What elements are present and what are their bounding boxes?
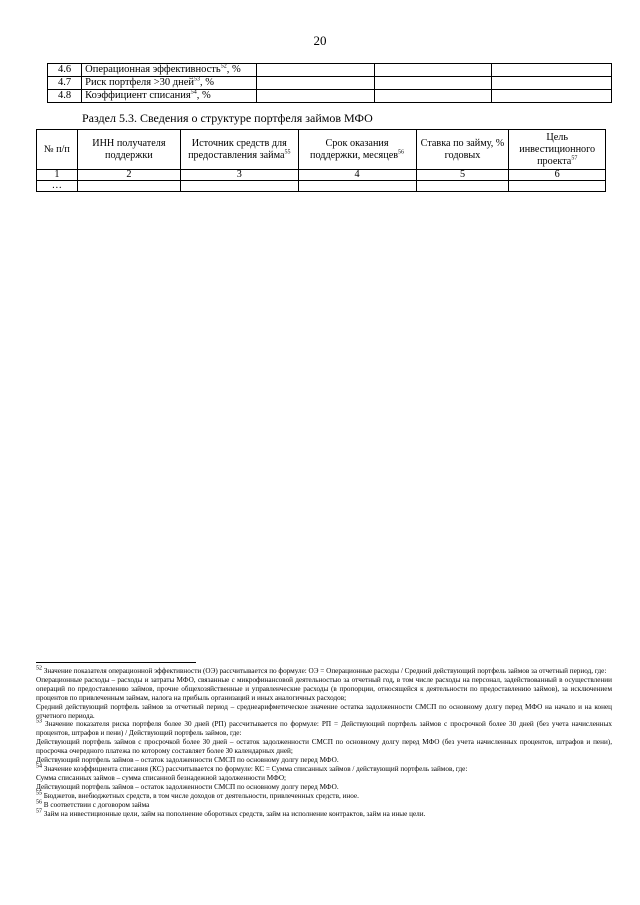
empty-cell [509,181,606,192]
column-numbering-row [37,170,606,181]
column-header [77,130,180,170]
footnote [36,801,612,810]
footnote-text: Значение коэффициента списания (КС) рассчитывается по формуле: КС = Сумма списанных займов / действующий портфель займов, где: [43,764,468,773]
footnote [36,720,612,738]
indicator-number: 4.6 [48,64,82,77]
footnote [36,756,612,765]
footnote-ref: 57 [571,155,578,162]
footnote-number: 55 [36,790,42,797]
column-number: 3 [181,170,298,181]
footnote-number: 57 [36,808,42,815]
footnote-text: Действующий портфель займов – остаток задолженности СМСП по основному долгу перед МФО. [36,756,339,765]
indicators-table [47,63,612,103]
footnote [36,676,612,703]
column-number: 4 [298,170,416,181]
indicator-row [48,64,612,77]
page-number: 20 [313,33,327,48]
indicator-value-cell [374,90,491,103]
indicator-value-cell [492,77,612,90]
footnote-separator [36,662,196,663]
column-header [416,130,509,170]
indicator-number: 4.8 [48,90,82,103]
column-header-text: Срок оказания поддержки, месяцев [310,137,399,161]
footnote [36,703,612,721]
footnote [36,792,612,801]
column-number: 6 [509,170,606,181]
column-number: 2 [77,170,180,181]
indicator-unit: , % [200,77,214,88]
column-number: 5 [416,170,509,181]
footnote-text: Значение показателя риска портфеля более 30 дней (РП) рассчитывается по формуле: РП = Действующий портфель займов с просрочкой более 30 дней (без учета начисленных процентов, штрафов и пени) / Действующий портфель займов, где: [36,720,612,738]
footnote-number: 56 [36,799,42,806]
footnote-ref: 55 [284,149,291,156]
column-header-text: № п/п [43,143,70,155]
column-header-text: ИНН получателя поддержки [92,137,166,161]
footnote-text: В соответствии с договором займа [43,800,150,809]
footnote [36,765,612,774]
footnote-text: Бюджетов, внебюджетных средств, в том числе доходов от деятельности, привлеченных средств, иное. [43,791,359,800]
empty-cell [77,181,180,192]
indicator-value-cell [257,90,374,103]
footnote-ref: 54 [190,89,197,96]
footnote-number: 52 [36,665,42,672]
indicator-name [82,77,257,90]
indicator-value-cell [374,77,491,90]
footnote-number: 53 [36,719,42,726]
indicator-name-text: Риск портфеля >30 дней [85,77,194,88]
footnote-text: Операционные расходы – расходы и затраты МФО, связанные с микрофинансовой деятельностью за отчетный год, в том числе расходы на персонал, задействованный в осуществлении операций по предоставлению займов, прочие общехозяйственные и управленческие расходы (в пропорции, относящейся к деятельности по предоставлению займов), за исключением процентов по привлеченным займам, налога на прибыль организаций и иных аналогичных расходов; [36,675,612,702]
empty-cell [181,181,298,192]
section-heading: Раздел 5.3. Сведения о структуре портфеля займов МФО [82,111,373,125]
indicator-unit: , % [226,64,241,75]
indicator-value-cell [257,64,374,77]
footnote-text: Сумма списанных займов – сумма списанной безнадежной задолженности МФО; [36,773,287,782]
footnote [36,738,612,756]
indicator-name-text: Операционная эффективность [85,64,221,75]
continuation-row [37,181,606,192]
column-header [37,130,78,170]
indicator-name [82,90,257,103]
footnote-ref: 53 [194,76,200,83]
footnote-text: Средний действующий портфель займов за отчетный период – среднеарифметическое значение остатка задолженности СМСП по основному долгу перед МФО на начало и на конец отчетного периода. [36,702,612,720]
column-header-text: Ставка по займу, % годовых [420,137,505,161]
column-header [298,130,416,170]
indicator-row [48,90,612,103]
footnote-ref: 56 [398,149,405,156]
footnote [36,810,612,819]
footnote-text: Займ на инвестиционные цели, займ на пополнение оборотных средств, займ на исполнение контрактов, займ на иные цели. [43,809,426,818]
indicator-value-cell [374,64,491,77]
continuation-mark: … [37,181,78,192]
footnote [36,783,612,792]
indicator-unit: , % [196,90,211,101]
footnotes [36,667,612,818]
indicator-name-text: Коэффициент списания [85,90,191,101]
empty-cell [298,181,416,192]
indicator-row [48,77,612,90]
footnote-text: Действующий портфель займов с просрочкой более 30 дней – остаток задолженности СМСП по основному долгу перед МФО (без учета начисленных процентов, штрафов и пени), просрочка очередного платежа по которому составляет более 30 календарных дней; [36,738,612,756]
indicator-value-cell [492,64,612,77]
footnote [36,774,612,783]
indicator-number: 4.7 [48,77,82,90]
empty-cell [416,181,509,192]
column-header-text: Цель инвестиционного проекта [519,131,596,167]
indicator-value-cell [257,77,374,90]
column-number: 1 [37,170,78,181]
footnote-ref: 52 [220,63,227,70]
footnote [36,667,612,676]
footnote-text: Действующий портфель займов – остаток задолженности СМСП по основному долгу перед МФО. [36,782,339,791]
loan-portfolio-structure-table [36,129,606,192]
footnote-text: Значение показателя операционной эффективности (ОЭ) рассчитывается по формуле: ОЭ = Операционные расходы / Средний действующий портфель займов за отчетный период, где: [43,667,607,675]
indicator-value-cell [492,90,612,103]
indicator-name [82,64,257,77]
column-header-text: Источник средств для предоставления займа [188,137,287,161]
footnote-number: 54 [36,763,42,770]
column-header [509,130,606,170]
column-header [181,130,298,170]
